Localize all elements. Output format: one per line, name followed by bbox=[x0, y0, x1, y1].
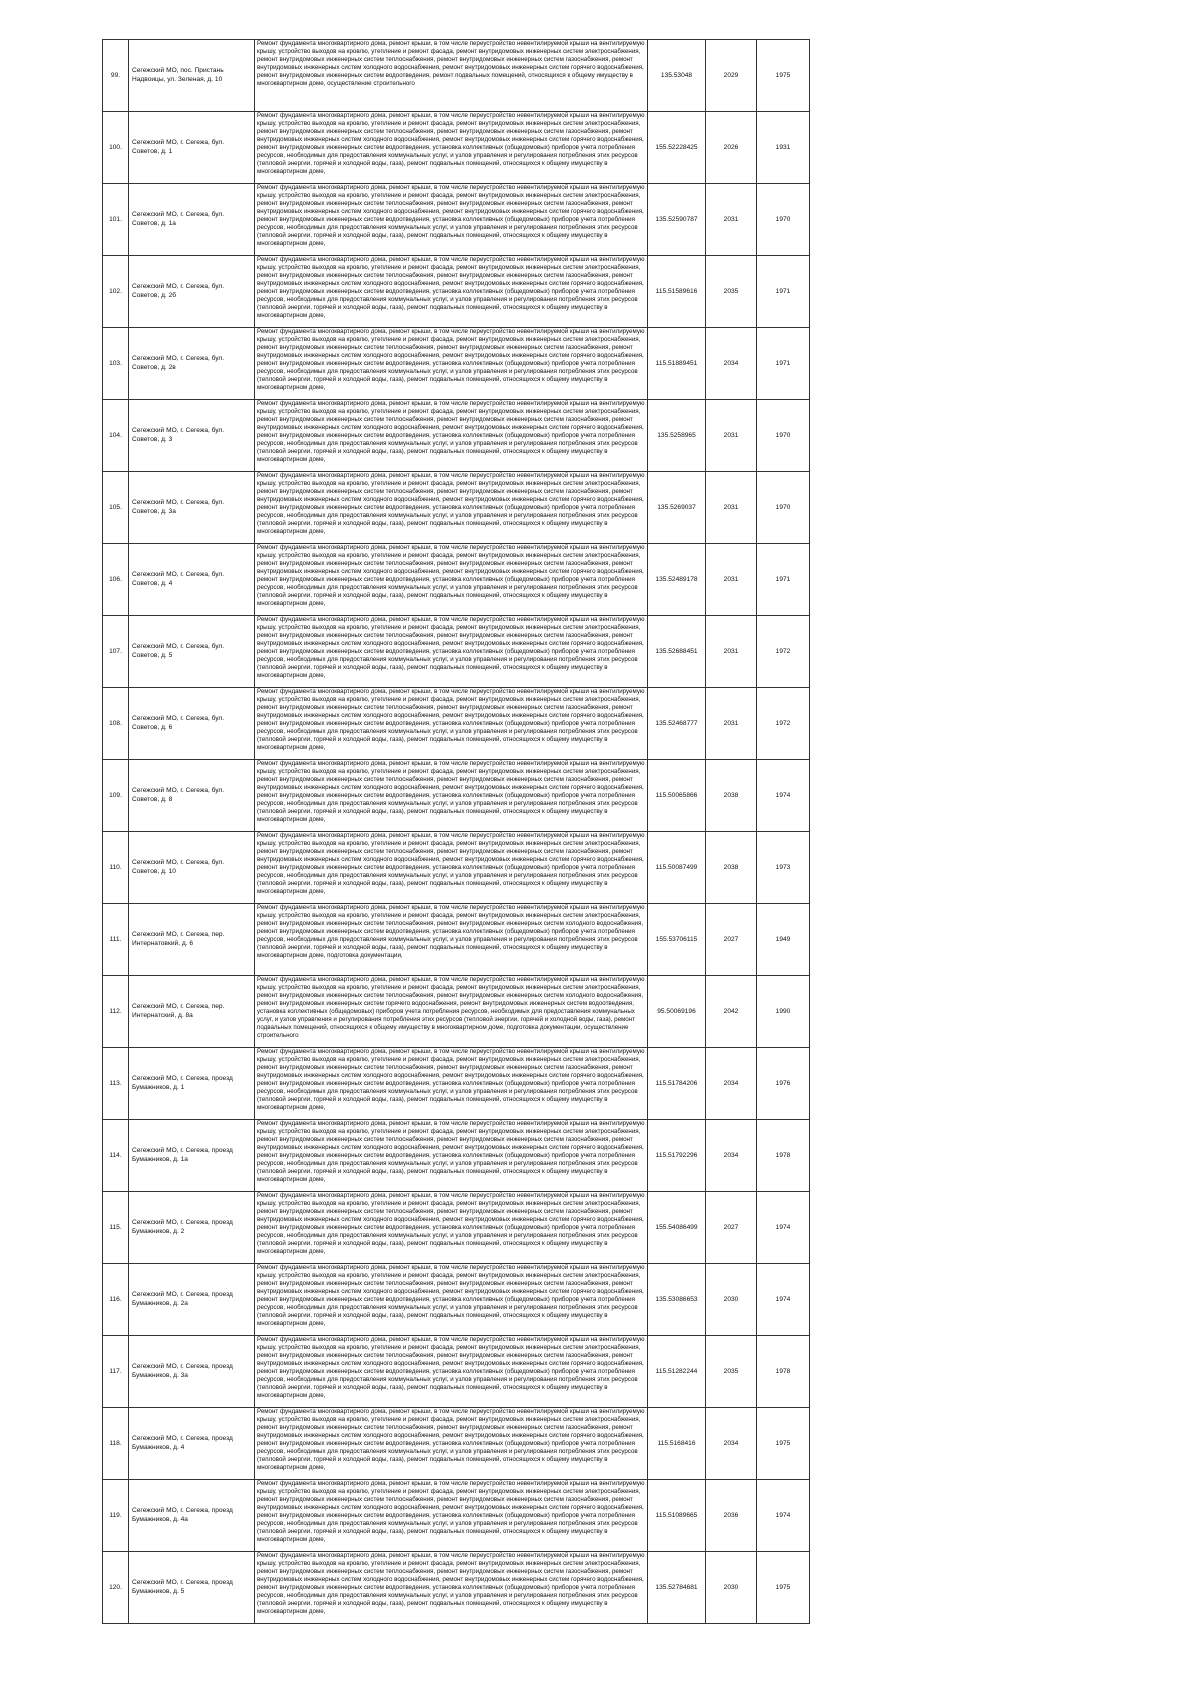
row-number: 111. bbox=[103, 904, 129, 976]
address-cell: Сегежский МО, г. Сегежа, бул. Советов, д. 5 bbox=[129, 616, 255, 688]
works-cell: Ремонт фундамента многоквартирного дома, ремонт крыши, в том числе переустройство невентилируемой крыши на вентилируемую крышу, устройство выходов на кровлю, утепление и ремонт фасада, ремонт внутридомовых инженерных систем электроснабжения, ремонт внутридомовых инженерных систем теплоснабжения, ремонт внутридомовых инженерных систем газоснабжения, ремонт внутридомовых инженерных систем холодного водоснабжения, ремонт внутридомовых инженерных систем горячего водоснабжения, ремонт внутридомовых инженерных систем водоотведения, установка коллективных (общедомовых) приборов учета потребления ресурсов, необходимых для предоставления коммунальных услуг, и узлов управления и регулирования потребления этих ресурсов (тепловой энергии, горячей и холодной воды, газа), ремонт подвальных помещений, относящихся к общему имуществу в многоквартирном доме, bbox=[257, 400, 645, 463]
built-year-cell: 1973 bbox=[757, 832, 810, 904]
cost-cell: 135.5269037 bbox=[648, 472, 706, 544]
table-row bbox=[103, 184, 810, 256]
cost-cell: 115.51889451 bbox=[648, 328, 706, 400]
works-cell: Ремонт фундамента многоквартирного дома, ремонт крыши, в том числе переустройство невентилируемой крыши на вентилируемую крышу, устройство выходов на кровлю, утепление и ремонт фасада, ремонт внутридомовых инженерных систем электроснабжения, ремонт внутридомовых инженерных систем теплоснабжения, ремонт внутридомовых инженерных систем газоснабжения, ремонт внутридомовых инженерных систем холодного водоснабжения, ремонт внутридомовых инженерных систем горячего водоснабжения, ремонт внутридомовых инженерных систем водоотведения, установка коллективных (общедомовых) приборов учета потребления ресурсов, необходимых для предоставления коммунальных услуг, и узлов управления и регулирования потребления этих ресурсов (тепловой энергии, горячей и холодной воды, газа), ремонт подвальных помещений, относящихся к общему имуществу в многоквартирном доме, bbox=[257, 1048, 645, 1111]
table-row bbox=[103, 256, 810, 328]
cost-cell: 115.50087499 bbox=[648, 832, 706, 904]
row-number: 114. bbox=[103, 1120, 129, 1192]
address-cell: Сегежский МО, пос. Пристань Надвоицы, ул. Зеленая, д. 10 bbox=[129, 40, 255, 112]
row-number: 109. bbox=[103, 760, 129, 832]
works-cell: Ремонт фундамента многоквартирного дома, ремонт крыши, в том числе переустройство невентилируемой крыши на вентилируемую крышу, устройство выходов на кровлю, утепление и ремонт фасада, ремонт внутридомовых инженерных систем электроснабжения, ремонт внутридомовых инженерных систем теплоснабжения, ремонт внутридомовых инженерных систем газоснабжения, ремонт внутридомовых инженерных систем холодного водоснабжения, ремонт внутридомовых инженерных систем горячего водоснабжения, ремонт внутридомовых инженерных систем водоотведения, установка коллективных (общедомовых) приборов учета потребления ресурсов, необходимых для предоставления коммунальных услуг, и узлов управления и регулирования потребления этих ресурсов (тепловой энергии, горячей и холодной воды, газа), ремонт подвальных помещений, относящихся к общему имуществу в многоквартирном доме, bbox=[257, 1480, 645, 1543]
table-row bbox=[103, 472, 810, 544]
cost-cell: 155.52228425 bbox=[648, 112, 706, 184]
works-cell: Ремонт фундамента многоквартирного дома, ремонт крыши, в том числе переустройство невентилируемой крыши на вентилируемую крышу, устройство выходов на кровлю, утепление и ремонт фасада, ремонт внутридомовых инженерных систем электроснабжения, ремонт внутридомовых инженерных систем теплоснабжения, ремонт внутридомовых инженерных систем холодного водоснабжения, ремонт внутридомовых инженерных систем горячего водоснабжения, ремонт внутридомовых инженерных систем водоотведения, установка коллективных (общедомовых) приборов учета потребления ресурсов, необходимых для предоставления коммунальных услуг, и узлов управления и регулирования потребления этих ресурсов (тепловой энергии, горячей и холодной воды, газа), ремонт подвальных помещений, относящихся к общему имуществу в многоквартирном доме, подготовка документации, осуществление строительного bbox=[257, 976, 645, 1039]
works-cell: Ремонт фундамента многоквартирного дома, ремонт крыши, в том числе переустройство невентилируемой крыши на вентилируемую крышу, устройство выходов на кровлю, утепление и ремонт фасада, ремонт внутридомовых инженерных систем электроснабжения, ремонт внутридомовых инженерных систем теплоснабжения, ремонт внутридомовых инженерных систем газоснабжения, ремонт внутридомовых инженерных систем холодного водоснабжения, ремонт внутридомовых инженерных систем горячего водоснабжения, ремонт внутридомовых инженерных систем водоотведения, установка коллективных (общедомовых) приборов учета потребления ресурсов, необходимых для предоставления коммунальных услуг, и узлов управления и регулирования потребления этих ресурсов (тепловой энергии, горячей и холодной воды, газа), ремонт подвальных помещений, относящихся к общему имуществу в многоквартирном доме, bbox=[257, 256, 645, 319]
table-row bbox=[103, 400, 810, 472]
built-year-cell: 1975 bbox=[757, 1408, 810, 1480]
address-cell: Сегежский МО, г. Сегежа, проезд Бумажников, д. 5 bbox=[129, 1552, 255, 1624]
address-cell: Сегежский МО, г. Сегежа, проезд Бумажников, д. 2 bbox=[129, 1192, 255, 1264]
works-cell-container bbox=[255, 40, 648, 112]
table-row bbox=[103, 1048, 810, 1120]
address-cell: Сегежский МО, г. Сегежа, бул. Советов, д. 6 bbox=[129, 688, 255, 760]
built-year-cell: 1978 bbox=[757, 1120, 810, 1192]
table-row bbox=[103, 832, 810, 904]
planned-year-cell: 2034 bbox=[706, 1048, 757, 1120]
planned-year-cell: 2031 bbox=[706, 472, 757, 544]
works-cell-container bbox=[255, 544, 648, 616]
cost-cell: 135.53086653 bbox=[648, 1264, 706, 1336]
row-number: 105. bbox=[103, 472, 129, 544]
address-cell: Сегежский МО, г. Сегежа, пер. Интернатский, д. 8а bbox=[129, 976, 255, 1048]
address-cell: Сегежский МО, г. Сегежа, пер. Интернатовкий, д. 6 bbox=[129, 904, 255, 976]
row-number: 119. bbox=[103, 1480, 129, 1552]
row-number: 104. bbox=[103, 400, 129, 472]
planned-year-cell: 2031 bbox=[706, 616, 757, 688]
table-row bbox=[103, 688, 810, 760]
built-year-cell: 1978 bbox=[757, 1336, 810, 1408]
row-number: 120. bbox=[103, 1552, 129, 1624]
planned-year-cell: 2035 bbox=[706, 256, 757, 328]
built-year-cell: 1971 bbox=[757, 328, 810, 400]
row-number: 99. bbox=[103, 40, 129, 112]
built-year-cell: 1975 bbox=[757, 1552, 810, 1624]
planned-year-cell: 2038 bbox=[706, 760, 757, 832]
row-number: 103. bbox=[103, 328, 129, 400]
table-row bbox=[103, 760, 810, 832]
works-cell-container bbox=[255, 328, 648, 400]
works-cell: Ремонт фундамента многоквартирного дома, ремонт крыши, в том числе переустройство невентилируемой крыши на вентилируемую крышу, устройство выходов на кровлю, утепление и ремонт фасада, ремонт внутридомовых инженерных систем электроснабжения, ремонт внутридомовых инженерных систем теплоснабжения, ремонт внутридомовых инженерных систем газоснабжения, ремонт внутридомовых инженерных систем холодного водоснабжения, ремонт внутридомовых инженерных систем горячего водоснабжения, ремонт внутридомовых инженерных систем водоотведения, установка коллективных (общедомовых) приборов учета потребления ресурсов, необходимых для предоставления коммунальных услуг, и узлов управления и регулирования потребления этих ресурсов (тепловой энергии, горячей и холодной воды, газа), ремонт подвальных помещений, относящихся к общему имуществу в многоквартирном доме, bbox=[257, 616, 645, 679]
cost-cell: 115.51089665 bbox=[648, 1480, 706, 1552]
row-number: 101. bbox=[103, 184, 129, 256]
cost-cell: 115.51589616 bbox=[648, 256, 706, 328]
works-cell: Ремонт фундамента многоквартирного дома, ремонт крыши, в том числе переустройство невентилируемой крыши на вентилируемую крышу, устройство выходов на кровлю, утепление и ремонт фасада, ремонт внутридомовых инженерных систем электроснабжения, ремонт внутридомовых инженерных систем теплоснабжения, ремонт внутридомовых инженерных систем газоснабжения, ремонт внутридомовых инженерных систем холодного водоснабжения, ремонт внутридомовых инженерных систем горячего водоснабжения, ремонт внутридомовых инженерных систем водоотведения, установка коллективных (общедомовых) приборов учета потребления ресурсов, необходимых для предоставления коммунальных услуг, и узлов управления и регулирования потребления этих ресурсов (тепловой энергии, горячей и холодной воды, газа), ремонт подвальных помещений, относящихся к общему имуществу в многоквартирном доме, bbox=[257, 544, 645, 607]
address-cell: Сегежский МО, г. Сегежа, бул. Советов, д. 4 bbox=[129, 544, 255, 616]
row-number: 102. bbox=[103, 256, 129, 328]
works-cell: Ремонт фундамента многоквартирного дома, ремонт крыши, в том числе переустройство невентилируемой крыши на вентилируемую крышу, устройство выходов на кровлю, утепление и ремонт фасада, ремонт внутридомовых инженерных систем электроснабжения, ремонт внутридомовых инженерных систем теплоснабжения, ремонт внутридомовых инженерных систем газоснабжения, ремонт внутридомовых инженерных систем холодного водоснабжения, ремонт внутридомовых инженерных систем горячего водоснабжения, ремонт внутридомовых инженерных систем водоотведения, установка коллективных (общедомовых) приборов учета потребления ресурсов, необходимых для предоставления коммунальных услуг, и узлов управления и регулирования потребления этих ресурсов (тепловой энергии, горячей и холодной воды, газа), ремонт подвальных помещений, относящихся к общему имуществу в многоквартирном доме, bbox=[257, 832, 645, 895]
row-number: 118. bbox=[103, 1408, 129, 1480]
works-cell-container bbox=[255, 1336, 648, 1408]
address-cell: Сегежский МО, г. Сегежа, бул. Советов, д. 8 bbox=[129, 760, 255, 832]
table-row bbox=[103, 1480, 810, 1552]
cost-cell: 115.51784206 bbox=[648, 1048, 706, 1120]
works-cell-container bbox=[255, 184, 648, 256]
works-cell-container bbox=[255, 112, 648, 184]
address-cell: Сегежский МО, г. Сегежа, проезд Бумажников, д. 3а bbox=[129, 1336, 255, 1408]
works-cell: Ремонт фундамента многоквартирного дома, ремонт крыши, в том числе переустройство невентилируемой крыши на вентилируемую крышу, устройство выходов на кровлю, утепление и ремонт фасада, ремонт внутридомовых инженерных систем электроснабжения, ремонт внутридомовых инженерных систем теплоснабжения, ремонт внутридомовых инженерных систем газоснабжения, ремонт внутридомовых инженерных систем холодного водоснабжения, ремонт внутридомовых инженерных систем горячего водоснабжения, ремонт внутридомовых инженерных систем водоотведения, установка коллективных (общедомовых) приборов учета потребления ресурсов, необходимых для предоставления коммунальных услуг, и узлов управления и регулирования потребления этих ресурсов (тепловой энергии, горячей и холодной воды, газа), ремонт подвальных помещений, относящихся к общему имуществу в многоквартирном доме, bbox=[257, 1192, 645, 1255]
planned-year-cell: 2030 bbox=[706, 1264, 757, 1336]
works-cell: Ремонт фундамента многоквартирного дома, ремонт крыши, в том числе переустройство невентилируемой крыши на вентилируемую крышу, устройство выходов на кровлю, утепление и ремонт фасада, ремонт внутридомовых инженерных систем электроснабжения, ремонт внутридомовых инженерных систем теплоснабжения, ремонт внутридомовых инженерных систем газоснабжения, ремонт внутридомовых инженерных систем холодного водоснабжения, ремонт внутридомовых инженерных систем горячего водоснабжения, ремонт внутридомовых инженерных систем водоотведения, установка коллективных (общедомовых) приборов учета потребления ресурсов, необходимых для предоставления коммунальных услуг, и узлов управления и регулирования потребления этих ресурсов (тепловой энергии, горячей и холодной воды, газа), ремонт подвальных помещений, относящихся к общему имуществу в многоквартирном доме, bbox=[257, 1336, 645, 1399]
planned-year-cell: 2034 bbox=[706, 328, 757, 400]
planned-year-cell: 2027 bbox=[706, 1192, 757, 1264]
works-cell-container bbox=[255, 256, 648, 328]
table-row bbox=[103, 112, 810, 184]
cost-cell: 95.50069196 bbox=[648, 976, 706, 1048]
table-row bbox=[103, 976, 810, 1048]
planned-year-cell: 2035 bbox=[706, 1336, 757, 1408]
address-cell: Сегежский МО, г. Сегежа, проезд Бумажников, д. 4 bbox=[129, 1408, 255, 1480]
planned-year-cell: 2029 bbox=[706, 40, 757, 112]
capital-repair-table bbox=[102, 39, 810, 1624]
built-year-cell: 1971 bbox=[757, 544, 810, 616]
built-year-cell: 1970 bbox=[757, 472, 810, 544]
planned-year-cell: 2034 bbox=[706, 1408, 757, 1480]
row-number: 115. bbox=[103, 1192, 129, 1264]
works-cell: Ремонт фундамента многоквартирного дома, ремонт крыши, в том числе переустройство невентилируемой крыши на вентилируемую крышу, устройство выходов на кровлю, утепление и ремонт фасада, ремонт внутридомовых инженерных систем электроснабжения, ремонт внутридомовых инженерных систем теплоснабжения, ремонт внутридомовых инженерных систем газоснабжения, ремонт внутридомовых инженерных систем холодного водоснабжения, ремонт внутридомовых инженерных систем горячего водоснабжения, ремонт внутридомовых инженерных систем водоотведения, установка коллективных (общедомовых) приборов учета потребления ресурсов, необходимых для предоставления коммунальных услуг, и узлов управления и регулирования потребления этих ресурсов (тепловой энергии, горячей и холодной воды, газа), ремонт подвальных помещений, относящихся к общему имуществу в многоквартирном доме, bbox=[257, 112, 645, 175]
cost-cell: 155.54086499 bbox=[648, 1192, 706, 1264]
cost-cell: 135.52468777 bbox=[648, 688, 706, 760]
planned-year-cell: 2042 bbox=[706, 976, 757, 1048]
cost-cell: 135.5258965 bbox=[648, 400, 706, 472]
works-cell: Ремонт фундамента многоквартирного дома, ремонт крыши, в том числе переустройство невентилируемой крыши на вентилируемую крышу, устройство выходов на кровлю, утепление и ремонт фасада, ремонт внутридомовых инженерных систем электроснабжения, ремонт внутридомовых инженерных систем теплоснабжения, ремонт внутридомовых инженерных систем газоснабжения, ремонт внутридомовых инженерных систем холодного водоснабжения, ремонт внутридомовых инженерных систем горячего водоснабжения, ремонт внутридомовых инженерных систем водоотведения, установка коллективных (общедомовых) приборов учета потребления ресурсов, необходимых для предоставления коммунальных услуг, и узлов управления и регулирования потребления этих ресурсов (тепловой энергии, горячей и холодной воды, газа), ремонт подвальных помещений, относящихся к общему имуществу в многоквартирном доме, bbox=[257, 1264, 645, 1327]
cost-cell: 135.53048 bbox=[648, 40, 706, 112]
planned-year-cell: 2034 bbox=[706, 1120, 757, 1192]
planned-year-cell: 2031 bbox=[706, 184, 757, 256]
works-cell: Ремонт фундамента многоквартирного дома, ремонт крыши, в том числе переустройство невентилируемой крыши на вентилируемую крышу, устройство выходов на кровлю, утепление и ремонт фасада, ремонт внутридомовых инженерных систем электроснабжения, ремонт внутридомовых инженерных систем теплоснабжения, ремонт внутридомовых инженерных систем газоснабжения, ремонт внутридомовых инженерных систем холодного водоснабжения, ремонт внутридомовых инженерных систем горячего водоснабжения, ремонт внутридомовых инженерных систем водоотведения, установка коллективных (общедомовых) приборов учета потребления ресурсов, необходимых для предоставления коммунальных услуг, и узлов управления и регулирования потребления этих ресурсов (тепловой энергии, горячей и холодной воды, газа), ремонт подвальных помещений, относящихся к общему имуществу в многоквартирном доме, bbox=[257, 760, 645, 823]
works-cell-container bbox=[255, 1480, 648, 1552]
built-year-cell: 1990 bbox=[757, 976, 810, 1048]
table-row bbox=[103, 904, 810, 976]
works-cell-container bbox=[255, 976, 648, 1048]
row-number: 117. bbox=[103, 1336, 129, 1408]
built-year-cell: 1974 bbox=[757, 1192, 810, 1264]
works-cell-container bbox=[255, 472, 648, 544]
row-number: 110. bbox=[103, 832, 129, 904]
works-cell: Ремонт фундамента многоквартирного дома, ремонт крыши, в том числе переустройство невентилируемой крыши на вентилируемую крышу, устройство выходов на кровлю, утепление и ремонт фасада, ремонт внутридомовых инженерных систем электроснабжения, ремонт внутридомовых инженерных систем теплоснабжения, ремонт внутридомовых инженерных систем газоснабжения, ремонт внутридомовых инженерных систем холодного водоснабжения, ремонт внутридомовых инженерных систем горячего водоснабжения, ремонт внутридомовых инженерных систем водоотведения, установка коллективных (общедомовых) приборов учета потребления ресурсов, необходимых для предоставления коммунальных услуг, и узлов управления и регулирования потребления этих ресурсов (тепловой энергии, горячей и холодной воды, газа), ремонт подвальных помещений, относящихся к общему имуществу в многоквартирном доме, bbox=[257, 1408, 645, 1471]
table-row bbox=[103, 544, 810, 616]
table-row bbox=[103, 1120, 810, 1192]
address-cell: Сегежский МО, г. Сегежа, проезд Бумажников, д. 1 bbox=[129, 1048, 255, 1120]
built-year-cell: 1949 bbox=[757, 904, 810, 976]
address-cell: Сегежский МО, г. Сегежа, бул. Советов, д. 1 bbox=[129, 112, 255, 184]
works-cell-container bbox=[255, 1408, 648, 1480]
works-cell-container bbox=[255, 904, 648, 976]
works-cell-container bbox=[255, 616, 648, 688]
works-cell-container bbox=[255, 400, 648, 472]
cost-cell: 135.52590787 bbox=[648, 184, 706, 256]
planned-year-cell: 2038 bbox=[706, 832, 757, 904]
works-cell-container bbox=[255, 832, 648, 904]
table-row bbox=[103, 1264, 810, 1336]
table-row bbox=[103, 40, 810, 112]
built-year-cell: 1971 bbox=[757, 256, 810, 328]
planned-year-cell: 2031 bbox=[706, 544, 757, 616]
built-year-cell: 1974 bbox=[757, 1264, 810, 1336]
cost-cell: 135.52489178 bbox=[648, 544, 706, 616]
table-row bbox=[103, 1192, 810, 1264]
table-row bbox=[103, 1552, 810, 1624]
works-cell: Ремонт фундамента многоквартирного дома, ремонт крыши, в том числе переустройство невентилируемой крыши на вентилируемую крышу, устройство выходов на кровлю, утепление и ремонт фасада, ремонт внутридомовых инженерных систем электроснабжения, ремонт внутридомовых инженерных систем теплоснабжения, ремонт внутридомовых инженерных систем газоснабжения, ремонт внутридомовых инженерных систем холодного водоснабжения, ремонт внутридомовых инженерных систем горячего водоснабжения, ремонт внутридомовых инженерных систем водоотведения, установка коллективных (общедомовых) приборов учета потребления ресурсов, необходимых для предоставления коммунальных услуг, и узлов управления и регулирования потребления этих ресурсов (тепловой энергии, горячей и холодной воды, газа), ремонт подвальных помещений, относящихся к общему имуществу в многоквартирном доме, bbox=[257, 1120, 645, 1183]
built-year-cell: 1972 bbox=[757, 688, 810, 760]
table-body bbox=[103, 40, 810, 1624]
row-number: 113. bbox=[103, 1048, 129, 1120]
built-year-cell: 1974 bbox=[757, 1480, 810, 1552]
address-cell: Сегежский МО, г. Сегежа, бул. Советов, д. 3а bbox=[129, 472, 255, 544]
works-cell: Ремонт фундамента многоквартирного дома, ремонт крыши, в том числе переустройство невентилируемой крыши на вентилируемую крышу, устройство выходов на кровлю, утепление и ремонт фасада, ремонт внутридомовых инженерных систем электроснабжения, ремонт внутридомовых инженерных систем теплоснабжения, ремонт внутридомовых инженерных систем газоснабжения, ремонт внутридомовых инженерных систем холодного водоснабжения, ремонт внутридомовых инженерных систем горячего водоснабжения, ремонт внутридомовых инженерных систем водоотведения, ремонт подвальных помещений, относящихся к общему имуществу в многоквартирном доме, осуществление строительного bbox=[257, 40, 645, 87]
cost-cell: 115.50065866 bbox=[648, 760, 706, 832]
built-year-cell: 1976 bbox=[757, 1048, 810, 1120]
row-number: 100. bbox=[103, 112, 129, 184]
address-cell: Сегежский МО, г. Сегежа, бул. Советов, д. 2в bbox=[129, 328, 255, 400]
works-cell: Ремонт фундамента многоквартирного дома, ремонт крыши, в том числе переустройство невентилируемой крыши на вентилируемую крышу, устройство выходов на кровлю, утепление и ремонт фасада, ремонт внутридомовых инженерных систем электроснабжения, ремонт внутридомовых инженерных систем теплоснабжения, ремонт внутридомовых инженерных систем газоснабжения, ремонт внутридомовых инженерных систем холодного водоснабжения, ремонт внутридомовых инженерных систем горячего водоснабжения, ремонт внутридомовых инженерных систем водоотведения, установка коллективных (общедомовых) приборов учета потребления ресурсов, необходимых для предоставления коммунальных услуг, и узлов управления и регулирования потребления этих ресурсов (тепловой энергии, горячей и холодной воды, газа), ремонт подвальных помещений, относящихся к общему имуществу в многоквартирном доме, bbox=[257, 184, 645, 247]
built-year-cell: 1974 bbox=[757, 760, 810, 832]
cost-cell: 115.51792296 bbox=[648, 1120, 706, 1192]
address-cell: Сегежский МО, г. Сегежа, проезд Бумажников, д. 4а bbox=[129, 1480, 255, 1552]
works-cell: Ремонт фундамента многоквартирного дома, ремонт крыши, в том числе переустройство невентилируемой крыши на вентилируемую крышу, устройство выходов на кровлю, утепление и ремонт фасада, ремонт внутридомовых инженерных систем электроснабжения, ремонт внутридомовых инженерных систем теплоснабжения, ремонт внутридомовых инженерных систем газоснабжения, ремонт внутридомовых инженерных систем холодного водоснабжения, ремонт внутридомовых инженерных систем горячего водоснабжения, ремонт внутридомовых инженерных систем водоотведения, установка коллективных (общедомовых) приборов учета потребления ресурсов, необходимых для предоставления коммунальных услуг, и узлов управления и регулирования потребления этих ресурсов (тепловой энергии, горячей и холодной воды, газа), ремонт подвальных помещений, относящихся к общему имуществу в многоквартирном доме, bbox=[257, 1552, 645, 1615]
works-cell: Ремонт фундамента многоквартирного дома, ремонт крыши, в том числе переустройство невентилируемой крыши на вентилируемую крышу, устройство выходов на кровлю, утепление и ремонт фасада, ремонт внутридомовых инженерных систем электроснабжения, ремонт внутридомовых инженерных систем теплоснабжения, ремонт внутридомовых инженерных систем холодного водоснабжения, ремонт внутридомовых инженерных систем водоотведения, установка коллективных (общедомовых) приборов учета потребления ресурсов, необходимых для предоставления коммунальных услуг, и узлов управления и регулирования потребления этих ресурсов (тепловой энергии, горячей и холодной воды, газа), ремонт подвальных помещений, относящихся к общему имуществу в многоквартирном доме, подготовка документации, bbox=[257, 904, 645, 959]
works-cell-container bbox=[255, 1192, 648, 1264]
cost-cell: 155.53706115 bbox=[648, 904, 706, 976]
works-cell: Ремонт фундамента многоквартирного дома, ремонт крыши, в том числе переустройство невентилируемой крыши на вентилируемую крышу, устройство выходов на кровлю, утепление и ремонт фасада, ремонт внутридомовых инженерных систем электроснабжения, ремонт внутридомовых инженерных систем теплоснабжения, ремонт внутридомовых инженерных систем газоснабжения, ремонт внутридомовых инженерных систем холодного водоснабжения, ремонт внутридомовых инженерных систем горячего водоснабжения, ремонт внутридомовых инженерных систем водоотведения, установка коллективных (общедомовых) приборов учета потребления ресурсов, необходимых для предоставления коммунальных услуг, и узлов управления и регулирования потребления этих ресурсов (тепловой энергии, горячей и холодной воды, газа), ремонт подвальных помещений, относящихся к общему имуществу в многоквартирном доме, bbox=[257, 328, 645, 391]
row-number: 106. bbox=[103, 544, 129, 616]
cost-cell: 115.5168416 bbox=[648, 1408, 706, 1480]
planned-year-cell: 2031 bbox=[706, 688, 757, 760]
planned-year-cell: 2036 bbox=[706, 1480, 757, 1552]
planned-year-cell: 2031 bbox=[706, 400, 757, 472]
address-cell: Сегежский МО, г. Сегежа, бул. Советов, д. 1а bbox=[129, 184, 255, 256]
table-row bbox=[103, 328, 810, 400]
address-cell: Сегежский МО, г. Сегежа, бул. Советов, д. 3 bbox=[129, 400, 255, 472]
built-year-cell: 1970 bbox=[757, 184, 810, 256]
built-year-cell: 1972 bbox=[757, 616, 810, 688]
planned-year-cell: 2030 bbox=[706, 1552, 757, 1624]
built-year-cell: 1975 bbox=[757, 40, 810, 112]
works-cell: Ремонт фундамента многоквартирного дома, ремонт крыши, в том числе переустройство невентилируемой крыши на вентилируемую крышу, устройство выходов на кровлю, утепление и ремонт фасада, ремонт внутридомовых инженерных систем электроснабжения, ремонт внутридомовых инженерных систем теплоснабжения, ремонт внутридомовых инженерных систем газоснабжения, ремонт внутридомовых инженерных систем холодного водоснабжения, ремонт внутридомовых инженерных систем горячего водоснабжения, ремонт внутридомовых инженерных систем водоотведения, установка коллективных (общедомовых) приборов учета потребления ресурсов, необходимых для предоставления коммунальных услуг, и узлов управления и регулирования потребления этих ресурсов (тепловой энергии, горячей и холодной воды, газа), ремонт подвальных помещений, относящихся к общему имуществу в многоквартирном доме, bbox=[257, 688, 645, 751]
works-cell-container bbox=[255, 1048, 648, 1120]
address-cell: Сегежский МО, г. Сегежа, проезд Бумажников, д. 1а bbox=[129, 1120, 255, 1192]
works-cell: Ремонт фундамента многоквартирного дома, ремонт крыши, в том числе переустройство невентилируемой крыши на вентилируемую крышу, устройство выходов на кровлю, утепление и ремонт фасада, ремонт внутридомовых инженерных систем электроснабжения, ремонт внутридомовых инженерных систем теплоснабжения, ремонт внутридомовых инженерных систем газоснабжения, ремонт внутридомовых инженерных систем холодного водоснабжения, ремонт внутридомовых инженерных систем горячего водоснабжения, ремонт внутридомовых инженерных систем водоотведения, установка коллективных (общедомовых) приборов учета потребления ресурсов, необходимых для предоставления коммунальных услуг, и узлов управления и регулирования потребления этих ресурсов (тепловой энергии, горячей и холодной воды, газа), ремонт подвальных помещений, относящихся к общему имуществу в многоквартирном доме, bbox=[257, 472, 645, 535]
works-cell-container bbox=[255, 760, 648, 832]
planned-year-cell: 2027 bbox=[706, 904, 757, 976]
table-row bbox=[103, 616, 810, 688]
built-year-cell: 1931 bbox=[757, 112, 810, 184]
works-cell-container bbox=[255, 1264, 648, 1336]
planned-year-cell: 2026 bbox=[706, 112, 757, 184]
row-number: 112. bbox=[103, 976, 129, 1048]
address-cell: Сегежский МО, г. Сегежа, бул. Советов, д. 2б bbox=[129, 256, 255, 328]
works-cell-container bbox=[255, 1552, 648, 1624]
address-cell: Сегежский МО, г. Сегежа, бул. Советов, д. 10 bbox=[129, 832, 255, 904]
row-number: 108. bbox=[103, 688, 129, 760]
table-row bbox=[103, 1336, 810, 1408]
works-cell-container bbox=[255, 688, 648, 760]
cost-cell: 115.51282244 bbox=[648, 1336, 706, 1408]
works-cell-container bbox=[255, 1120, 648, 1192]
row-number: 107. bbox=[103, 616, 129, 688]
cost-cell: 135.52784681 bbox=[648, 1552, 706, 1624]
row-number: 116. bbox=[103, 1264, 129, 1336]
table-row bbox=[103, 1408, 810, 1480]
built-year-cell: 1970 bbox=[757, 400, 810, 472]
address-cell: Сегежский МО, г. Сегежа, проезд Бумажников, д. 2а bbox=[129, 1264, 255, 1336]
cost-cell: 135.52688451 bbox=[648, 616, 706, 688]
